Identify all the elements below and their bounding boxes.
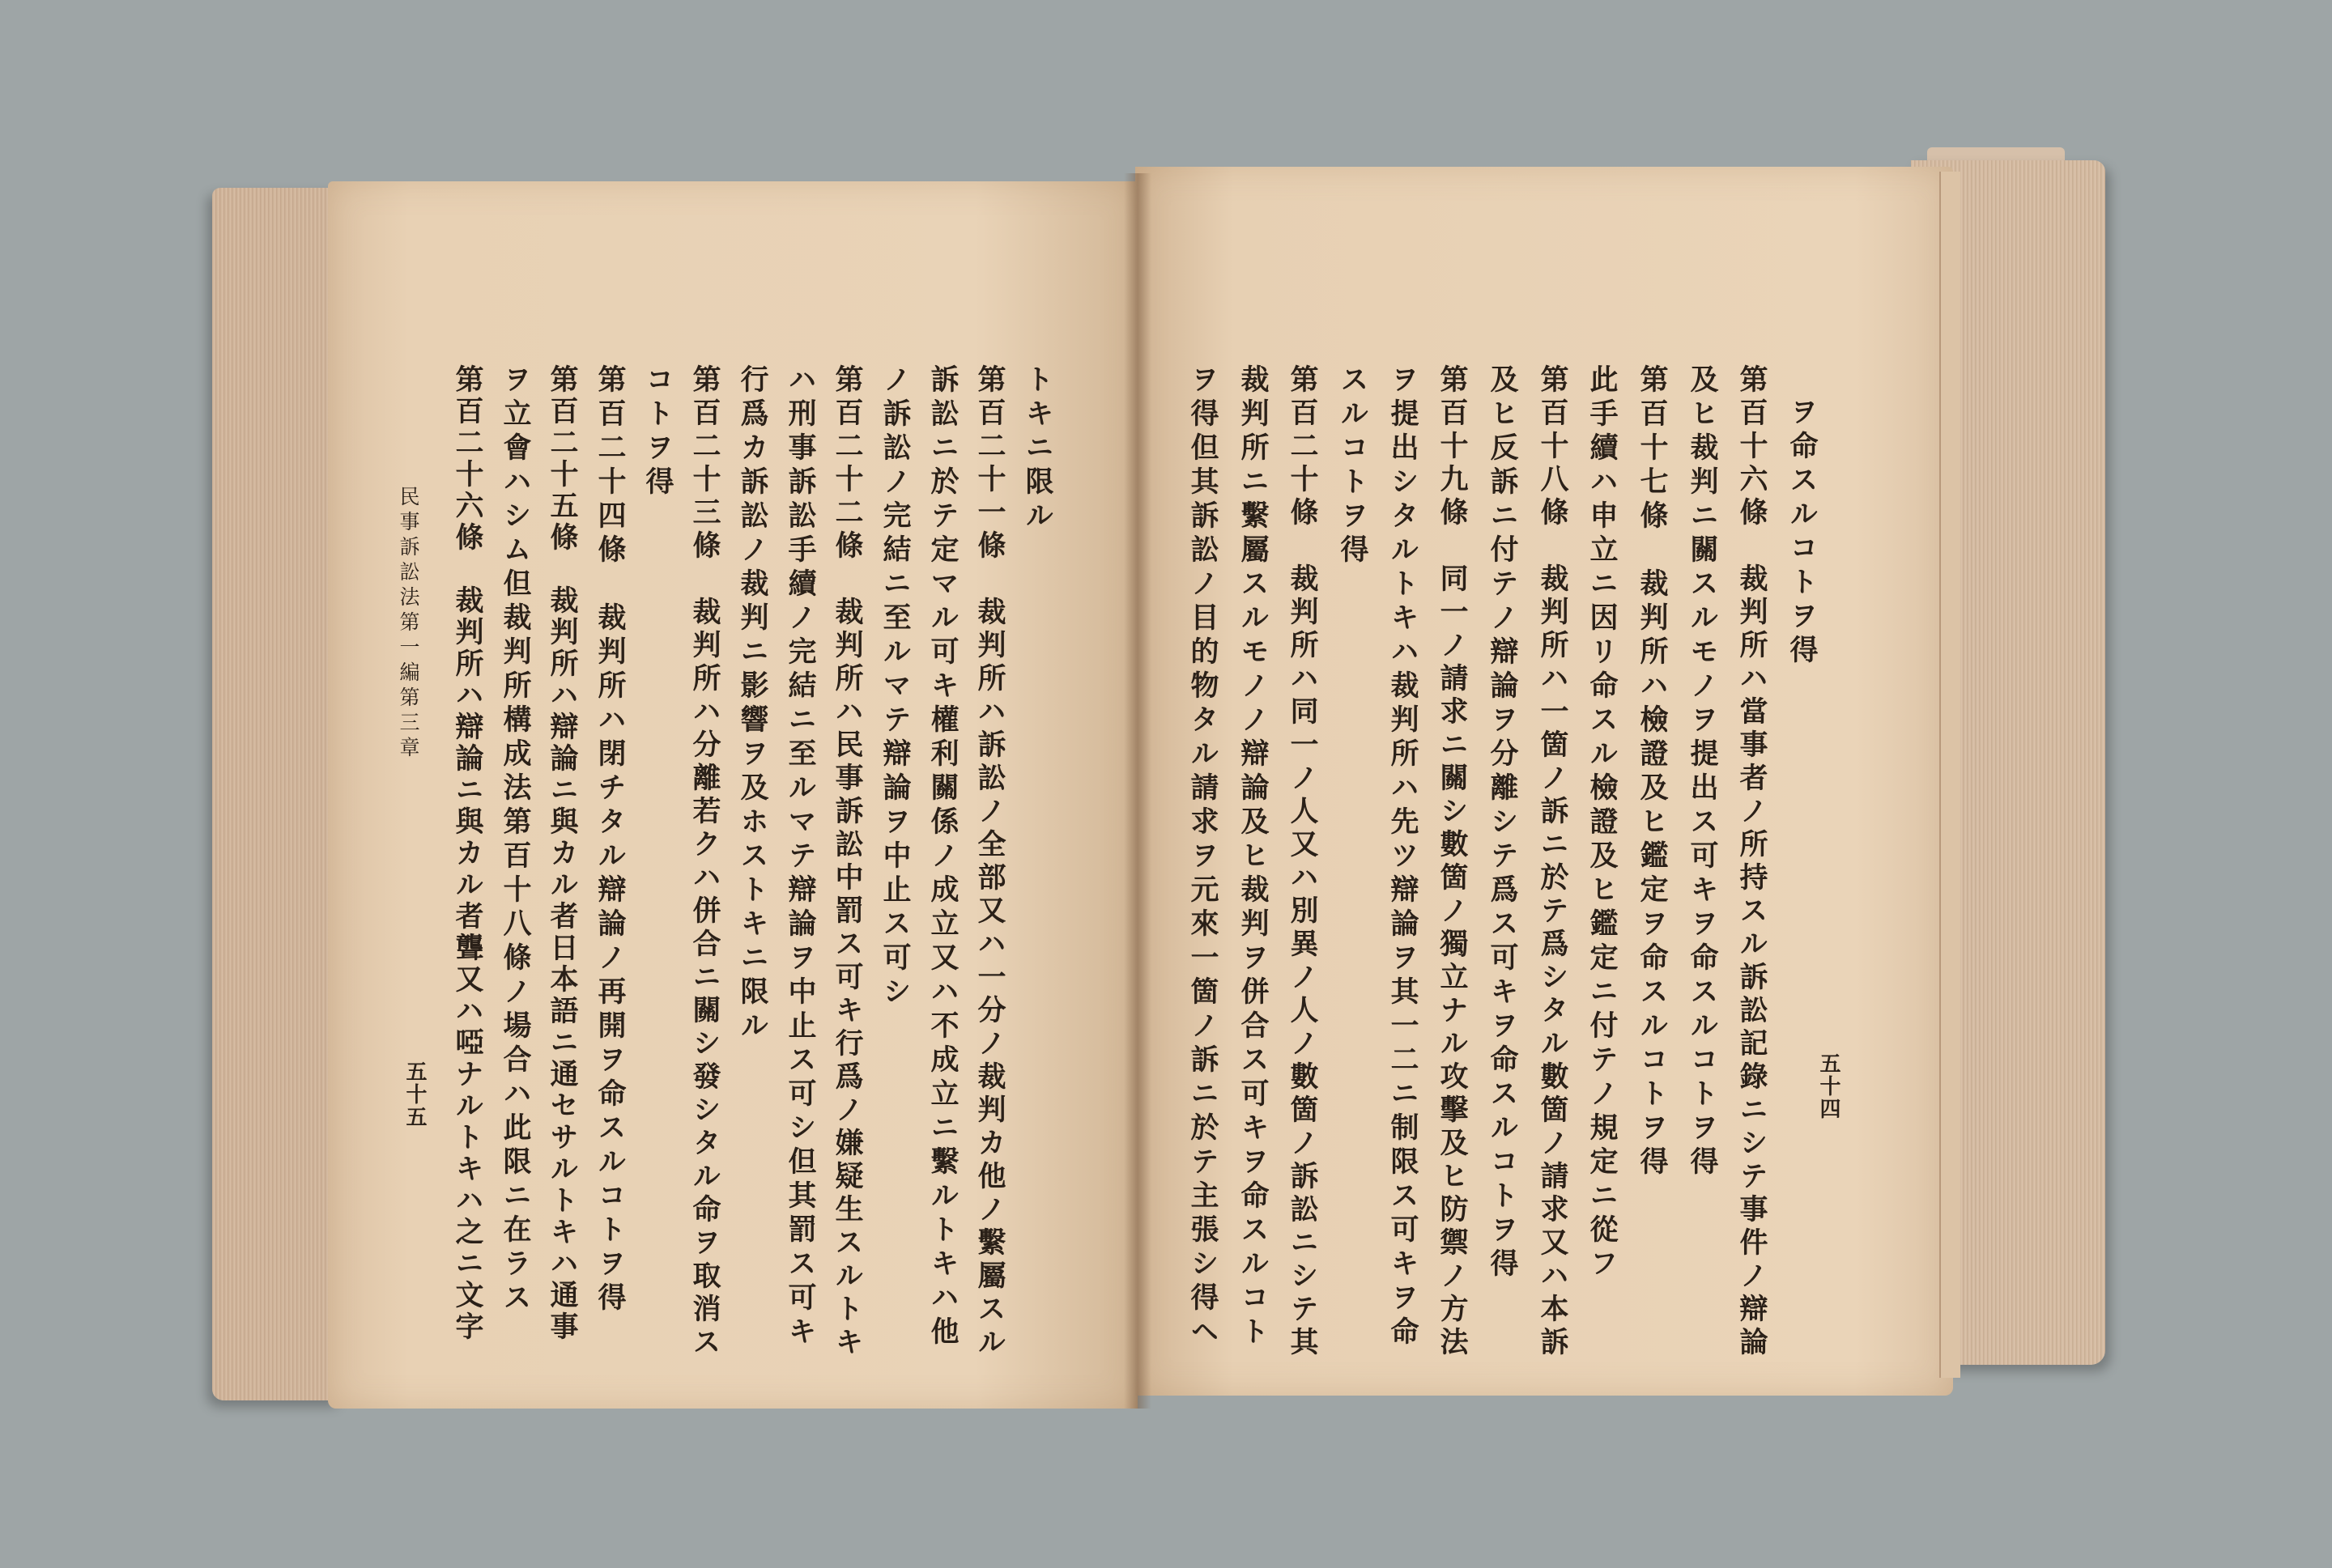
right-page-number: 五十四 bbox=[1816, 1052, 1840, 1120]
left-col-11: 第百二十五條 裁判所ハ辯論ニ與カル者日本語ニ通セサルトキハ通事 bbox=[546, 364, 579, 1343]
left-col-1: トキニ限ル bbox=[1021, 364, 1054, 534]
book-gutter bbox=[1124, 173, 1151, 1409]
left-col-13: 第百二十六條 裁判所ハ辯論ニ與カル者聾又ハ啞ナルトキハ之ニ文字 bbox=[451, 364, 484, 1343]
right-col-5: 此手續ハ申立ニ因リ命スル檢證及ヒ鑑定ニ付テノ規定ニ從フ bbox=[1585, 364, 1619, 1282]
running-head: 民事訴訟法第一編第三章 bbox=[397, 486, 420, 762]
right-col-1: ヲ命スルコトヲ得 bbox=[1785, 397, 1819, 669]
right-col-3: 及ヒ裁判ニ關スルモノヲ提出ス可キヲ命スルコトヲ得 bbox=[1686, 364, 1719, 1180]
left-page bbox=[328, 181, 1138, 1409]
right-col-8: 第百十九條 同一ノ請求ニ關シ數箇ノ獨立ナル攻擊及ヒ防禦ノ方法 bbox=[1436, 364, 1469, 1360]
right-col-10: スルコトヲ得 bbox=[1336, 364, 1369, 568]
left-col-6: ハ刑事訴訟手續ノ完結ニ至ルマテ辯論ヲ中止ス可シ但其罰ス可キ bbox=[784, 364, 817, 1350]
left-col-8: 第百二十三條 裁判所ハ分離若クハ併合ニ關シ發シタル命ヲ取消ス bbox=[688, 364, 721, 1360]
left-col-12: ヲ立會ハシム但裁判所構成法第百十八條ノ場合ハ此限ニ在ラス bbox=[499, 364, 532, 1316]
left-page-number: 五十五 bbox=[402, 1060, 427, 1128]
left-col-9: コトヲ得 bbox=[641, 364, 674, 500]
right-col-13: ヲ得但其訴訟ノ目的物タル請求ヲ元來一箇ノ訴ニ於テ主張シ得ヘ bbox=[1186, 364, 1219, 1350]
right-col-7: 及ヒ反訴ニ付テノ辯論ヲ分離シテ爲ス可キヲ命スルコトヲ得 bbox=[1486, 364, 1519, 1282]
right-col-9: ヲ提出シタルトキハ裁判所ハ先ツ辯論ヲ其一二ニ制限ス可キヲ命 bbox=[1386, 364, 1419, 1350]
right-col-6: 第百十八條 裁判所ハ一箇ノ訴ニ於テ爲シタル數箇ノ請求又ハ本訴 bbox=[1536, 364, 1569, 1360]
right-col-11: 第百二十條 裁判所ハ同一ノ人又ハ別異ノ人ノ數箇ノ訴訟ニシテ其 bbox=[1286, 364, 1319, 1360]
left-page-edges bbox=[212, 188, 342, 1400]
left-col-10: 第百二十四條 裁判所ハ閉チタル辯論ノ再開ヲ命スルコトヲ得 bbox=[594, 364, 627, 1316]
left-col-2: 第百二十一條 裁判所ハ訴訟ノ全部又ハ一分ノ裁判カ他ノ繫屬スル bbox=[973, 364, 1006, 1360]
right-loose-sheets bbox=[1939, 172, 1960, 1378]
left-col-4: ノ訴訟ノ完結ニ至ルマテ辯論ヲ中止ス可シ bbox=[879, 364, 912, 1010]
left-col-7: 行爲カ訴訟ノ裁判ニ影響ヲ及ホストキニ限ル bbox=[736, 364, 769, 1044]
left-col-3: 訴訟ニ於テ定マル可キ權利關係ノ成立又ハ不成立ニ繫ルトキハ他 bbox=[926, 364, 960, 1350]
right-col-4: 第百十七條 裁判所ハ檢證及ヒ鑑定ヲ命スルコトヲ得 bbox=[1636, 364, 1669, 1180]
right-col-12: 裁判所ニ繫屬スルモノノ辯論及ヒ裁判ヲ併合ス可キヲ命スルコト bbox=[1236, 364, 1270, 1350]
right-col-2: 第百十六條 裁判所ハ當事者ノ所持スル訴訟記錄ニシテ事件ノ辯論 bbox=[1735, 364, 1768, 1360]
left-col-5: 第百二十二條 裁判所ハ民事訴訟中罰ス可キ行爲ノ嫌疑生スルトキ bbox=[831, 364, 864, 1360]
